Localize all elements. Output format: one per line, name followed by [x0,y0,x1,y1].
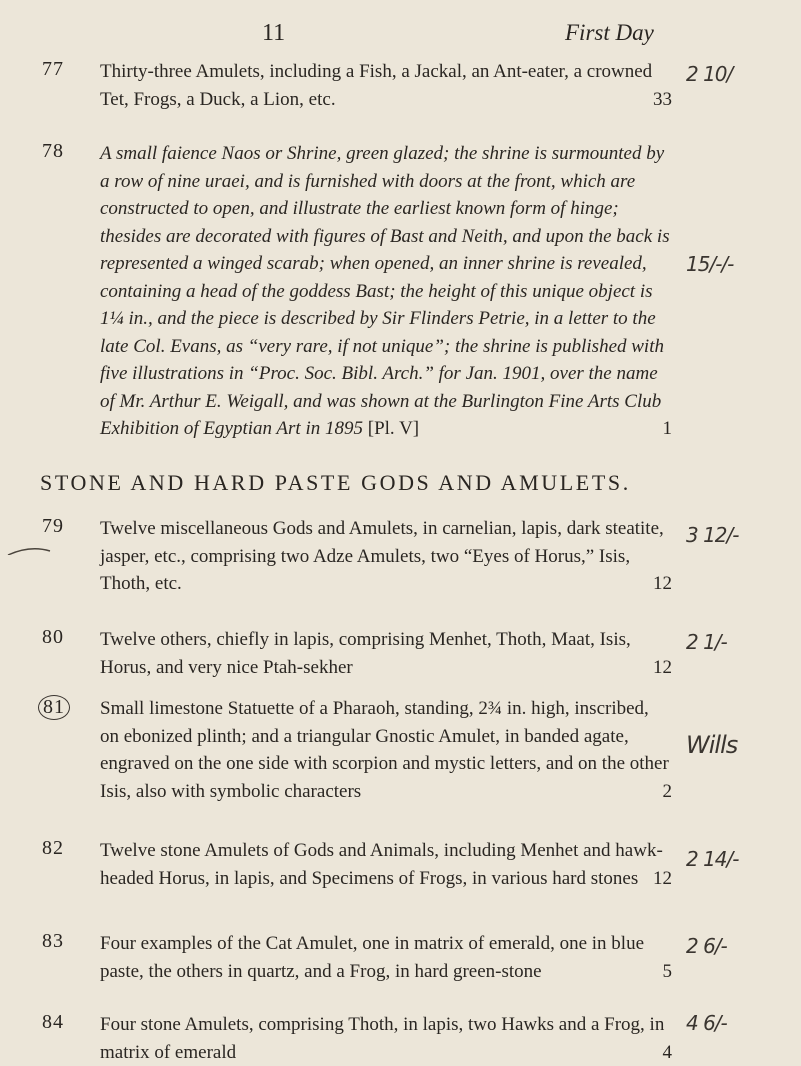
lot-quantity: 4 [663,1039,673,1066]
handwritten-price: 3 12/- [686,523,786,563]
lot-quantity: 12 [653,654,672,682]
lot-quantity: 12 [653,865,672,893]
lot-description [100,837,672,892]
handwritten-price: 2 10/ [686,62,786,102]
lot-number: 84 [42,1011,64,1034]
lot-number: 77 [42,58,64,81]
lot-quantity: 1 [663,415,673,443]
lot-text: Four stone Amulets, comprising Thoth, in lapis, two Hawks and a Frog, in matrix of emerald [100,1014,664,1063]
handwritten-price: 2 1/- [686,630,786,670]
running-title: First Day [565,20,654,46]
lot-quantity: 2 [663,778,673,806]
lot-text: Twelve stone Amulets of Gods and Animals, including Menhet and hawk-headed Horus, in lapis, and Specimens of Frogs, in various hard stones [100,840,663,889]
lot-description [100,58,672,113]
handwritten-price: 2 14/- [686,847,786,887]
lot-text: Four examples of the Cat Amulet, one in matrix of emerald, one in blue paste, the others in quartz, and a Frog, in hard green-stone [100,933,644,982]
lot-quantity: 5 [663,958,673,986]
lot-description [100,140,672,443]
lot-number: 78 [42,140,64,163]
lot-number: 83 [42,930,64,953]
handwritten-price: 4 6/- [686,1011,786,1051]
page-header [0,20,801,50]
section-heading: STONE AND HARD PASTE GODS AND AMULETS. [40,470,780,496]
lot-number: 81 [38,695,70,720]
buyer-mark-drawing [0,430,100,555]
lot-number: 82 [42,837,64,860]
lot-quantity: 12 [653,570,672,598]
lot-text: Small limestone Statuette of a Pharaoh, standing, 2¾ in. high, inscribed, on ebonized plinth; and a triangular Gnostic Amulet, in banded agate, engraved on the one side with scorpion and mystic letters, and on the other Isis, also with symbolic characters [100,698,669,802]
lot-quantity: 33 [653,86,672,114]
lot-description [100,515,672,598]
handwritten-price: Wills [686,731,786,771]
margin-buyer-note [0,430,100,555]
page-number: 11 [262,20,285,47]
plate-reference: [Pl. V] [368,418,419,439]
lot-description [100,626,672,681]
handwritten-price: 2 6/- [686,934,786,974]
lot-number: 80 [42,626,64,649]
lot-text: A small faience Naos or Shrine, green glazed; the shrine is surmounted by a row of nine uraei, and is furnished with doors at the front, which are constructed to open, and illustrate the earliest known form of hinge; thesides are decorated with figures of Bast and Neith, and upon the back is represented a winged scarab; when opened, an inner shrine is revealed, containing a head of the goddess Bast; the height of this unique object is 1¼ in., and the piece is described by Sir Flinders Petrie, in a letter to the late Col. Evans, as “very rare, if not unique”; the shrine is published with five illustrations in “Proc. Soc. Bibl. Arch.” for Jan. 1901, over the name of Mr. Arthur E. Weigall, and was shown at the Burlington Fine Arts Club Exhibition of Egyptian Art in 1895 [100,143,670,439]
lot-text: Twelve miscellaneous Gods and Amulets, in carnelian, lapis, dark steatite, jasper, etc., comprising two Adze Amulets, two “Eyes of Horus,” Isis, Thoth, etc. [100,518,664,594]
lot-description [100,930,672,985]
lot-number: 79 [42,515,64,538]
lot-description [100,1011,672,1066]
lot-text: Thirty-three Amulets, including a Fish, a Jackal, an Ant-eater, a crowned Tet, Frogs, a Duck, a Lion, etc. [100,61,652,110]
handwritten-price: 15/-/- [686,252,786,292]
lot-description [100,695,672,805]
lot-text: Twelve others, chiefly in lapis, comprising Menhet, Thoth, Maat, Isis, Horus, and very nice Ptah-sekher [100,629,631,678]
